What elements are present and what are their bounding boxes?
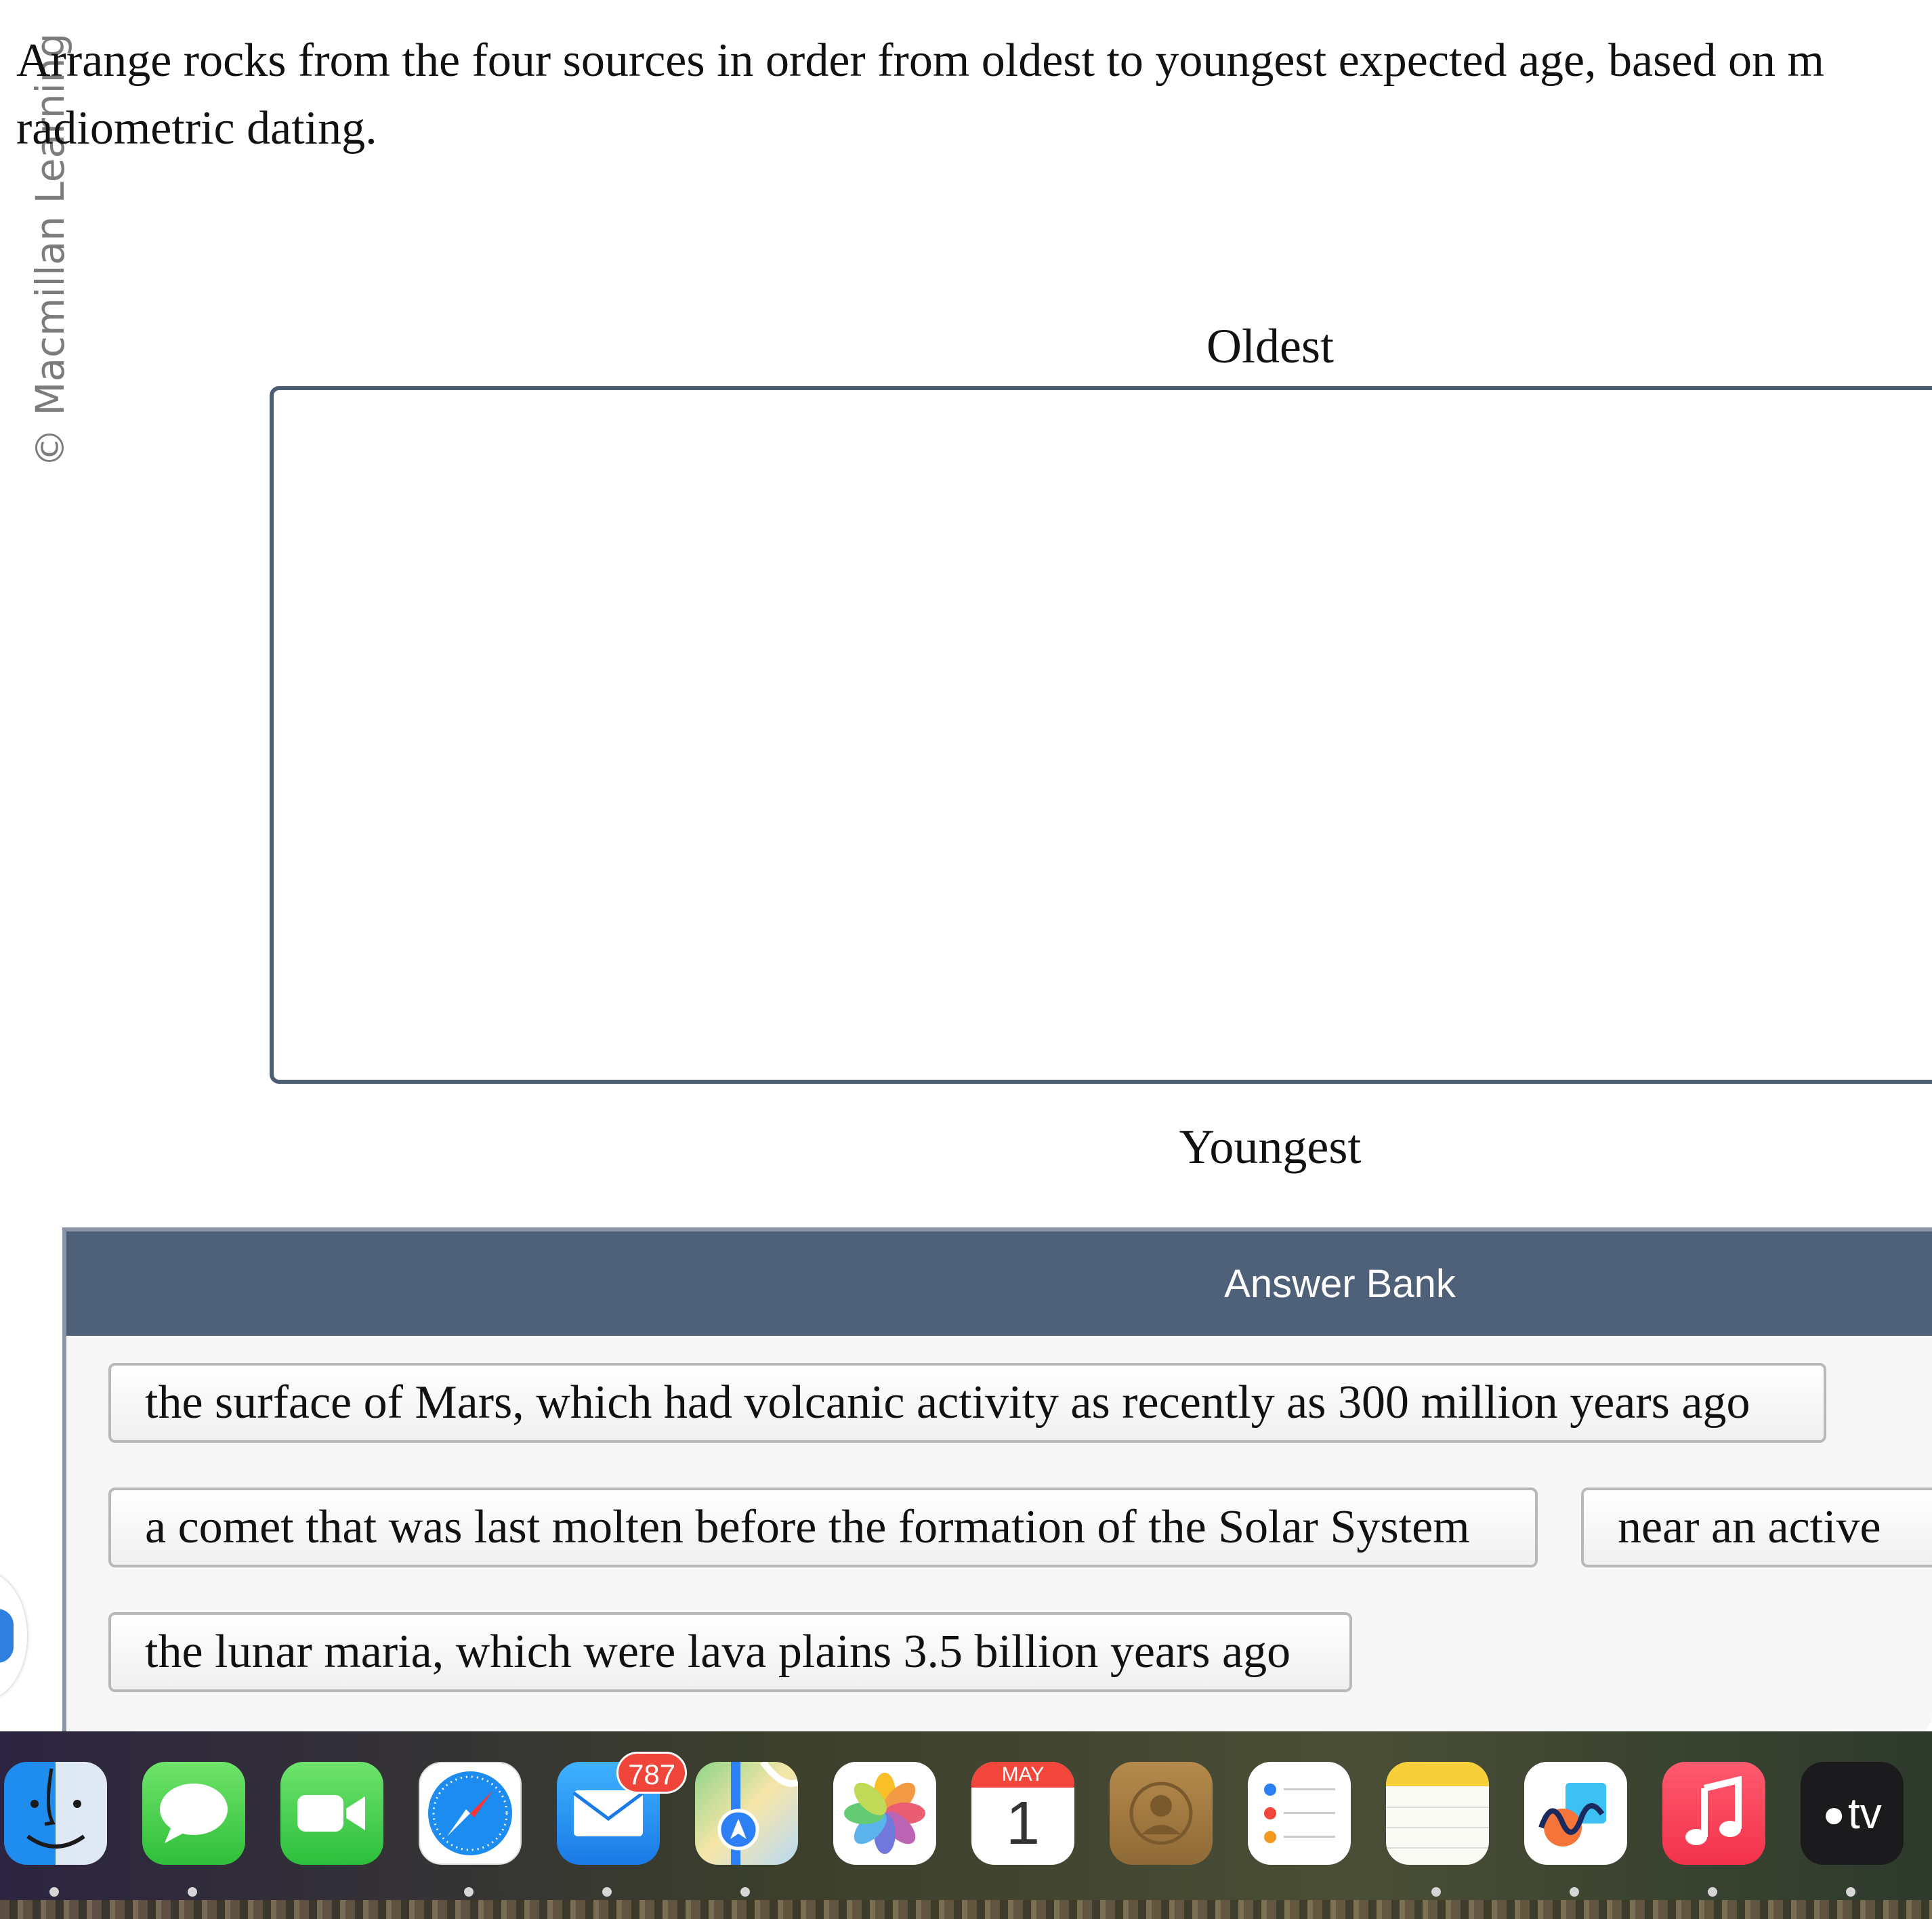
music-running-dot bbox=[1708, 1887, 1717, 1897]
safari-running-dot bbox=[464, 1887, 474, 1897]
safari-icon[interactable] bbox=[419, 1762, 522, 1865]
maps-running-dot bbox=[740, 1887, 750, 1897]
mail-running-dot bbox=[602, 1887, 612, 1897]
calendar-icon[interactable] bbox=[971, 1762, 1074, 1865]
answer-chip-comet[interactable]: a comet that was last molten before the formation of the Solar System bbox=[108, 1488, 1538, 1567]
question-line-2: radiometric dating. bbox=[16, 102, 377, 154]
calendar-day: 1 bbox=[1005, 1790, 1041, 1857]
macos-dock bbox=[0, 1731, 1932, 1919]
youngest-label: Youngest bbox=[1179, 1120, 1362, 1174]
finder-icon[interactable] bbox=[4, 1762, 107, 1865]
messages-running-dot bbox=[188, 1887, 197, 1897]
reminders-icon[interactable] bbox=[1248, 1762, 1351, 1865]
answer-chip-mars[interactable]: the surface of Mars, which had volcanic activity as recently as 300 million years ago bbox=[108, 1363, 1826, 1443]
oldest-label: Oldest bbox=[1206, 319, 1334, 373]
answer-chip-lunar-maria[interactable]: the lunar maria, which were lava plains 3.5 billion years ago bbox=[108, 1612, 1352, 1692]
desktop-wallpaper-strip bbox=[0, 1900, 1932, 1919]
answer-chip-active[interactable]: near an active bbox=[1581, 1488, 1932, 1567]
music-icon[interactable] bbox=[1662, 1762, 1765, 1865]
freeform-icon[interactable] bbox=[1524, 1762, 1627, 1865]
calendar-month: MAY bbox=[971, 1762, 1074, 1788]
facetime-icon[interactable] bbox=[280, 1762, 383, 1865]
question-line-1: Arrange rocks from the four sources in order from oldest to youngest expected age, based on m bbox=[16, 35, 1824, 87]
answer-bank bbox=[62, 1227, 1932, 1733]
messages-icon[interactable] bbox=[142, 1762, 245, 1865]
question-text bbox=[16, 27, 1872, 163]
answer-bank-title: Answer Bank bbox=[1224, 1262, 1456, 1306]
answer-bank-header bbox=[66, 1231, 1932, 1336]
notes-running-dot bbox=[1431, 1887, 1441, 1897]
freeform-running-dot bbox=[1570, 1887, 1579, 1897]
photos-icon[interactable] bbox=[833, 1762, 936, 1865]
tv-running-dot bbox=[1846, 1887, 1855, 1897]
notes-icon[interactable] bbox=[1386, 1762, 1489, 1865]
tv-icon[interactable] bbox=[1801, 1762, 1904, 1865]
contacts-icon[interactable] bbox=[1110, 1762, 1213, 1865]
copyright-watermark: © Macmillan Learning bbox=[27, 33, 73, 467]
tv-label: tv bbox=[1848, 1789, 1882, 1838]
mail-unread-badge: 787 bbox=[616, 1752, 687, 1794]
finder-running-dot bbox=[49, 1887, 59, 1897]
apple-logo-icon: ● bbox=[1822, 1792, 1846, 1835]
ranking-dropzone[interactable] bbox=[270, 386, 1932, 1084]
maps-icon[interactable] bbox=[695, 1762, 798, 1865]
